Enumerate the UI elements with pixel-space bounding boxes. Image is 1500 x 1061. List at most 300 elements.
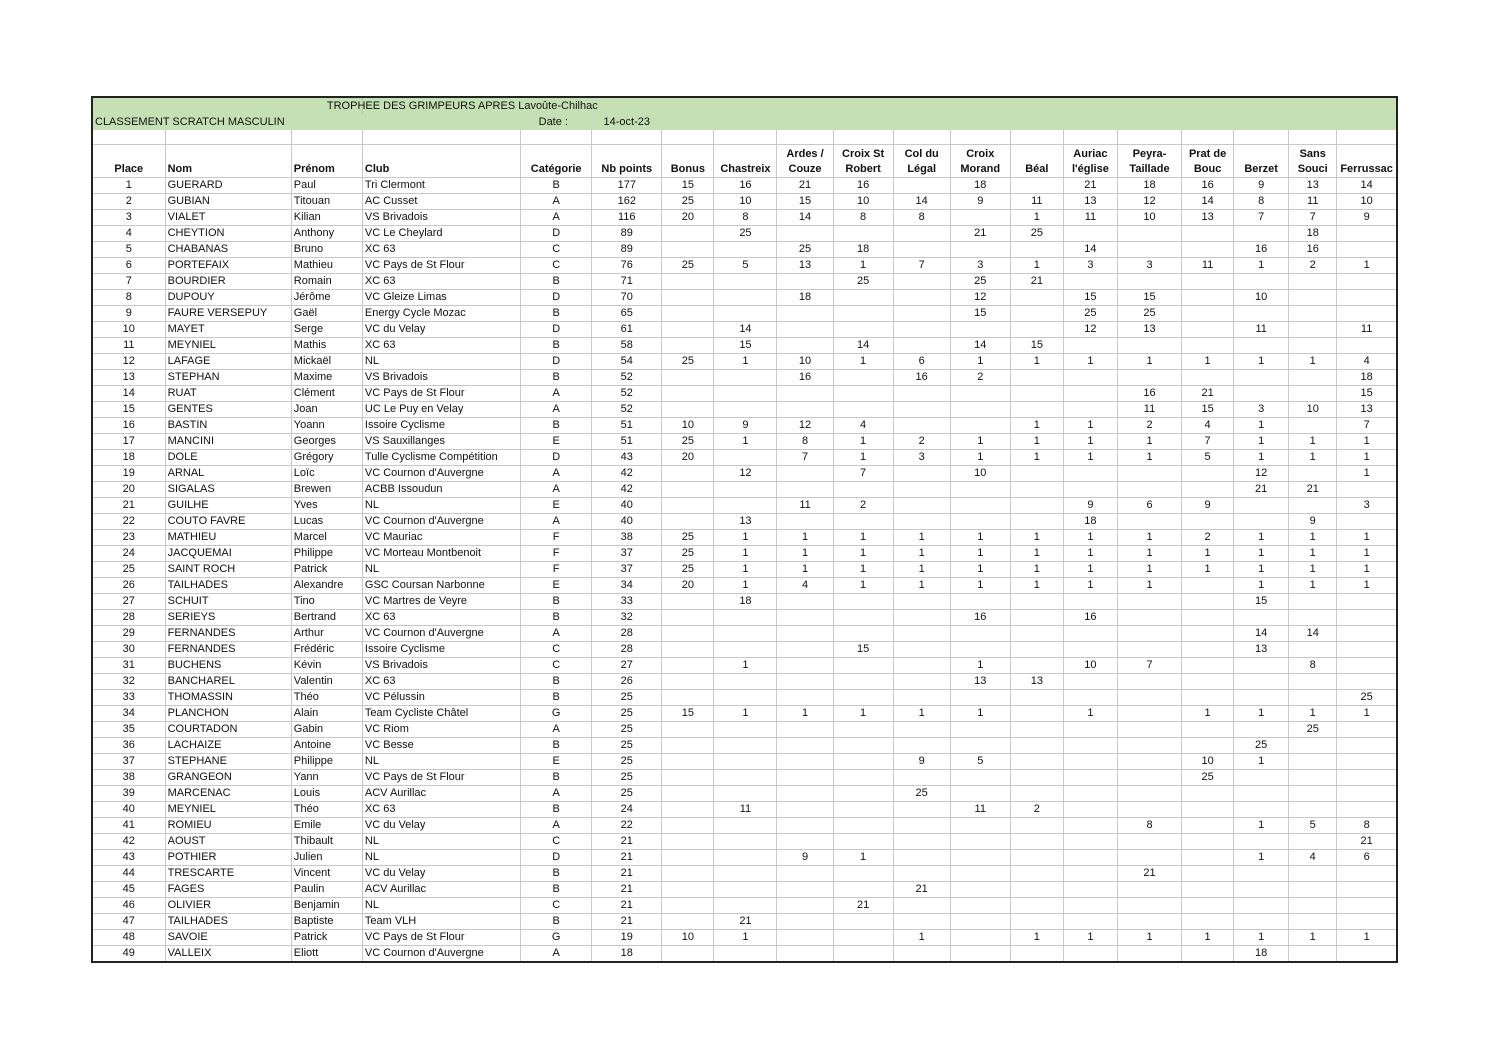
cell-categorie: B <box>521 882 592 898</box>
cell-auriac-eglise <box>1063 338 1117 354</box>
cell-chastreix <box>714 642 777 658</box>
cell-croix-morand <box>950 482 1010 498</box>
cell-categorie: B <box>521 770 592 786</box>
cell-prat-de-bouc <box>1182 370 1234 386</box>
cell-nb-points: 25 <box>592 786 662 802</box>
cell-place: 3 <box>93 210 165 226</box>
cell-beal: 25 <box>1010 226 1063 242</box>
cell-nb-points: 89 <box>592 242 662 258</box>
cell-sans-souci: 14 <box>1289 626 1337 642</box>
cell-col-du-legal: 7 <box>893 258 950 274</box>
cell-club: VC Riom <box>362 722 520 738</box>
cell-prenom: Paul <box>291 178 362 194</box>
cell-nom: ARNAL <box>165 466 291 482</box>
cell-nom: ROMIEU <box>165 818 291 834</box>
cell-chastreix: 25 <box>714 226 777 242</box>
cell-ardes-couze <box>777 338 833 354</box>
cell-place: 14 <box>93 386 165 402</box>
cell-auriac-eglise: 1 <box>1063 418 1117 434</box>
cell-peyra-taillade: 25 <box>1117 306 1181 322</box>
cell-berzet <box>1234 498 1289 514</box>
cell-sans-souci <box>1289 466 1337 482</box>
cell-croix-st-robert <box>833 514 893 530</box>
cell-peyra-taillade <box>1117 594 1181 610</box>
cell-categorie: C <box>521 898 592 914</box>
cell-peyra-taillade <box>1117 738 1181 754</box>
cell-auriac-eglise <box>1063 834 1117 850</box>
table-row <box>93 594 1396 610</box>
cell-categorie: F <box>521 546 592 562</box>
cell-peyra-taillade <box>1117 770 1181 786</box>
cell-prat-de-bouc <box>1182 306 1234 322</box>
cell-nom: TRESCARTE <box>165 866 291 882</box>
cell-ferrussac: 1 <box>1337 258 1396 274</box>
cell-beal <box>1010 738 1063 754</box>
cell-club: VC Martres de Veyre <box>362 594 520 610</box>
cell-nb-points: 18 <box>592 946 662 962</box>
cell-berzet: 12 <box>1234 466 1289 482</box>
cell-chastreix <box>714 674 777 690</box>
cell-sans-souci: 7 <box>1289 210 1337 226</box>
cell-auriac-eglise <box>1063 786 1117 802</box>
cell-croix-st-robert: 15 <box>833 642 893 658</box>
cell-beal: 1 <box>1010 450 1063 466</box>
table-row <box>93 914 1396 930</box>
cell-place: 9 <box>93 306 165 322</box>
cell-nb-points: 21 <box>592 866 662 882</box>
cell-place: 11 <box>93 338 165 354</box>
cell-auriac-eglise: 1 <box>1063 578 1117 594</box>
table-row <box>93 562 1396 578</box>
cell-prat-de-bouc <box>1182 834 1234 850</box>
cell-croix-st-robert <box>833 306 893 322</box>
cell-chastreix: 13 <box>714 514 777 530</box>
cell-prat-de-bouc: 7 <box>1182 434 1234 450</box>
cell-club: VS Brivadois <box>362 210 520 226</box>
cell-prat-de-bouc: 10 <box>1182 754 1234 770</box>
cell-ferrussac: 1 <box>1337 930 1396 946</box>
cell-prenom: Valentin <box>291 674 362 690</box>
cell-club: XC 63 <box>362 274 520 290</box>
cell-berzet: 1 <box>1234 434 1289 450</box>
cell-sans-souci <box>1289 322 1337 338</box>
cell-prenom: Marcel <box>291 530 362 546</box>
cell-nom: BUCHENS <box>165 658 291 674</box>
cell-berzet: 13 <box>1234 642 1289 658</box>
cell-croix-st-robert <box>833 914 893 930</box>
cell-ardes-couze: 1 <box>777 562 833 578</box>
cell-beal: 13 <box>1010 674 1063 690</box>
cell-nb-points: 27 <box>592 658 662 674</box>
cell-bonus <box>662 610 714 626</box>
cell-berzet: 7 <box>1234 210 1289 226</box>
cell-nb-points: 21 <box>592 898 662 914</box>
table-row <box>93 194 1396 210</box>
cell-sans-souci <box>1289 786 1337 802</box>
cell-place: 20 <box>93 482 165 498</box>
cell-auriac-eglise <box>1063 802 1117 818</box>
cell-nom: GUILHE <box>165 498 291 514</box>
cell-prat-de-bouc: 2 <box>1182 530 1234 546</box>
cell-place: 24 <box>93 546 165 562</box>
cell-col-du-legal: 1 <box>893 546 950 562</box>
cell-prenom: Anthony <box>291 226 362 242</box>
cell-categorie: E <box>521 434 592 450</box>
cell-nb-points: 61 <box>592 322 662 338</box>
cell-chastreix <box>714 610 777 626</box>
table-row <box>93 578 1396 594</box>
cell-auriac-eglise <box>1063 386 1117 402</box>
cell-prat-de-bouc <box>1182 882 1234 898</box>
cell-berzet: 1 <box>1234 562 1289 578</box>
table-row <box>93 674 1396 690</box>
cell-ferrussac <box>1337 626 1396 642</box>
cell-place: 43 <box>93 850 165 866</box>
cell-croix-st-robert <box>833 594 893 610</box>
cell-croix-st-robert: 1 <box>833 578 893 594</box>
table-row <box>93 322 1396 338</box>
cell-sans-souci <box>1289 946 1337 962</box>
cell-berzet <box>1234 226 1289 242</box>
header-prat-de-bouc: Bouc <box>1182 162 1234 178</box>
cell-place: 39 <box>93 786 165 802</box>
cell-categorie: D <box>521 450 592 466</box>
header-chastreix: Chastreix <box>714 162 777 178</box>
cell-auriac-eglise: 10 <box>1063 658 1117 674</box>
cell-place: 38 <box>93 770 165 786</box>
table-row <box>93 306 1396 322</box>
cell-nom: PORTEFAIX <box>165 258 291 274</box>
cell-club: VC Mauriac <box>362 530 520 546</box>
cell-croix-st-robert <box>833 482 893 498</box>
table-row <box>93 210 1396 226</box>
cell-peyra-taillade: 1 <box>1117 434 1181 450</box>
cell-auriac-eglise <box>1063 914 1117 930</box>
cell-chastreix <box>714 818 777 834</box>
cell-categorie: D <box>521 850 592 866</box>
cell-sans-souci: 1 <box>1289 354 1337 370</box>
cell-bonus <box>662 674 714 690</box>
cell-categorie: C <box>521 658 592 674</box>
cell-sans-souci: 9 <box>1289 514 1337 530</box>
cell-prat-de-bouc: 1 <box>1182 354 1234 370</box>
cell-croix-morand <box>950 402 1010 418</box>
cell-prenom: Yann <box>291 770 362 786</box>
cell-categorie: A <box>521 626 592 642</box>
cell-prenom: Paulin <box>291 882 362 898</box>
cell-ferrussac <box>1337 898 1396 914</box>
cell-beal: 2 <box>1010 802 1063 818</box>
cell-nb-points: 21 <box>592 834 662 850</box>
cell-prat-de-bouc: 21 <box>1182 386 1234 402</box>
cell-peyra-taillade <box>1117 642 1181 658</box>
cell-peyra-taillade <box>1117 690 1181 706</box>
cell-categorie: B <box>521 370 592 386</box>
table-row <box>93 898 1396 914</box>
cell-croix-st-robert <box>833 386 893 402</box>
cell-col-du-legal <box>893 658 950 674</box>
cell-croix-morand: 1 <box>950 354 1010 370</box>
cell-col-du-legal <box>893 226 950 242</box>
cell-chastreix: 1 <box>714 434 777 450</box>
cell-prenom: Alexandre <box>291 578 362 594</box>
cell-ferrussac <box>1337 514 1396 530</box>
header-croix-st-robert: Robert <box>833 162 893 178</box>
cell-beal <box>1010 770 1063 786</box>
cell-berzet: 14 <box>1234 626 1289 642</box>
cell-ardes-couze: 16 <box>777 370 833 386</box>
cell-chastreix: 1 <box>714 354 777 370</box>
header-berzet: Berzet <box>1234 162 1289 178</box>
cell-nb-points: 51 <box>592 434 662 450</box>
cell-prenom: Arthur <box>291 626 362 642</box>
cell-ardes-couze: 13 <box>777 258 833 274</box>
cell-chastreix: 1 <box>714 658 777 674</box>
cell-prat-de-bouc <box>1182 786 1234 802</box>
cell-ferrussac <box>1337 482 1396 498</box>
cell-prat-de-bouc <box>1182 642 1234 658</box>
table-row <box>93 418 1396 434</box>
cell-croix-st-robert: 21 <box>833 898 893 914</box>
cell-sans-souci <box>1289 754 1337 770</box>
cell-ardes-couze: 1 <box>777 546 833 562</box>
cell-categorie: B <box>521 610 592 626</box>
cell-ferrussac <box>1337 722 1396 738</box>
header-place: Place <box>93 162 165 178</box>
cell-col-du-legal <box>893 514 950 530</box>
cell-bonus <box>662 818 714 834</box>
cell-croix-st-robert: 1 <box>833 434 893 450</box>
table-row <box>93 290 1396 306</box>
header-nb-points: Nb points <box>592 162 662 178</box>
header-prenom-top <box>291 145 362 163</box>
cell-place: 19 <box>93 466 165 482</box>
cell-ferrussac: 3 <box>1337 498 1396 514</box>
cell-sans-souci: 1 <box>1289 546 1337 562</box>
cell-col-du-legal: 3 <box>893 450 950 466</box>
cell-categorie: A <box>521 210 592 226</box>
cell-chastreix: 1 <box>714 578 777 594</box>
cell-categorie: D <box>521 322 592 338</box>
cell-place: 30 <box>93 642 165 658</box>
cell-sans-souci <box>1289 274 1337 290</box>
cell-prat-de-bouc: 16 <box>1182 178 1234 194</box>
cell-ardes-couze <box>777 770 833 786</box>
cell-col-du-legal <box>893 338 950 354</box>
cell-croix-morand <box>950 210 1010 226</box>
cell-nom: JACQUEMAI <box>165 546 291 562</box>
cell-croix-st-robert: 14 <box>833 338 893 354</box>
cell-ardes-couze <box>777 802 833 818</box>
cell-ardes-couze: 7 <box>777 450 833 466</box>
header-peyra-taillade: Taillade <box>1117 162 1181 178</box>
cell-place: 18 <box>93 450 165 466</box>
cell-ardes-couze <box>777 306 833 322</box>
cell-croix-st-robert: 1 <box>833 546 893 562</box>
cell-beal <box>1010 946 1063 962</box>
cell-club: NL <box>362 754 520 770</box>
cell-peyra-taillade <box>1117 850 1181 866</box>
cell-categorie: A <box>521 386 592 402</box>
cell-croix-st-robert: 16 <box>833 178 893 194</box>
table-row <box>93 498 1396 514</box>
cell-prenom: Mickaël <box>291 354 362 370</box>
cell-ferrussac <box>1337 642 1396 658</box>
cell-prenom: Bertrand <box>291 610 362 626</box>
cell-croix-morand <box>950 322 1010 338</box>
table-row <box>93 802 1396 818</box>
cell-croix-st-robert: 4 <box>833 418 893 434</box>
cell-peyra-taillade <box>1117 514 1181 530</box>
cell-prat-de-bouc: 1 <box>1182 562 1234 578</box>
cell-col-du-legal <box>893 402 950 418</box>
header-nb-points-top <box>592 145 662 163</box>
cell-bonus: 15 <box>662 178 714 194</box>
cell-beal <box>1010 706 1063 722</box>
cell-berzet: 1 <box>1234 530 1289 546</box>
cell-nom: POTHIER <box>165 850 291 866</box>
cell-bonus <box>662 290 714 306</box>
cell-bonus <box>662 514 714 530</box>
cell-prat-de-bouc <box>1182 674 1234 690</box>
cell-peyra-taillade: 1 <box>1117 562 1181 578</box>
cell-croix-morand: 15 <box>950 306 1010 322</box>
cell-nb-points: 42 <box>592 482 662 498</box>
cell-ferrussac <box>1337 754 1396 770</box>
cell-categorie: E <box>521 578 592 594</box>
cell-club: VC Cournon d'Auvergne <box>362 466 520 482</box>
cell-ardes-couze <box>777 914 833 930</box>
cell-nb-points: 28 <box>592 626 662 642</box>
cell-peyra-taillade <box>1117 946 1181 962</box>
cell-croix-morand <box>950 930 1010 946</box>
cell-berzet <box>1234 834 1289 850</box>
cell-auriac-eglise <box>1063 866 1117 882</box>
cell-beal <box>1010 722 1063 738</box>
table-row <box>93 850 1396 866</box>
cell-place: 8 <box>93 290 165 306</box>
header-bonus-top <box>662 145 714 163</box>
cell-nb-points: 21 <box>592 882 662 898</box>
cell-nb-points: 38 <box>592 530 662 546</box>
cell-prat-de-bouc: 25 <box>1182 770 1234 786</box>
cell-bonus <box>662 386 714 402</box>
cell-croix-st-robert: 1 <box>833 562 893 578</box>
table-row <box>93 450 1396 466</box>
cell-nom: GRANGEON <box>165 770 291 786</box>
cell-chastreix: 1 <box>714 562 777 578</box>
cell-berzet: 1 <box>1234 258 1289 274</box>
cell-chastreix <box>714 306 777 322</box>
table-row <box>93 274 1396 290</box>
cell-ferrussac <box>1337 338 1396 354</box>
cell-ardes-couze <box>777 594 833 610</box>
cell-peyra-taillade <box>1117 834 1181 850</box>
cell-croix-morand: 1 <box>950 658 1010 674</box>
cell-nom: MATHIEU <box>165 530 291 546</box>
cell-nb-points: 22 <box>592 818 662 834</box>
cell-col-du-legal <box>893 306 950 322</box>
table-row <box>93 626 1396 642</box>
cell-prenom: Lucas <box>291 514 362 530</box>
cell-nom: MEYNIEL <box>165 338 291 354</box>
cell-categorie: A <box>521 482 592 498</box>
cell-bonus <box>662 242 714 258</box>
cell-prat-de-bouc: 13 <box>1182 210 1234 226</box>
cell-club: Tri Clermont <box>362 178 520 194</box>
cell-nb-points: 28 <box>592 642 662 658</box>
cell-chastreix <box>714 450 777 466</box>
cell-prat-de-bouc <box>1182 866 1234 882</box>
cell-place: 17 <box>93 434 165 450</box>
header-place-top <box>93 145 165 163</box>
table-row <box>93 530 1396 546</box>
cell-ferrussac: 1 <box>1337 466 1396 482</box>
cell-prat-de-bouc: 9 <box>1182 498 1234 514</box>
cell-berzet: 1 <box>1234 930 1289 946</box>
header-club-top <box>362 145 520 163</box>
cell-ferrussac: 7 <box>1337 418 1396 434</box>
cell-place: 40 <box>93 802 165 818</box>
cell-categorie: G <box>521 706 592 722</box>
cell-nom: BANCHAREL <box>165 674 291 690</box>
cell-ardes-couze: 4 <box>777 578 833 594</box>
cell-sans-souci: 8 <box>1289 658 1337 674</box>
cell-beal: 11 <box>1010 194 1063 210</box>
cell-auriac-eglise: 1 <box>1063 706 1117 722</box>
cell-ardes-couze <box>777 610 833 626</box>
cell-auriac-eglise: 11 <box>1063 210 1117 226</box>
cell-bonus <box>662 306 714 322</box>
cell-ardes-couze <box>777 754 833 770</box>
cell-croix-st-robert <box>833 370 893 386</box>
cell-auriac-eglise <box>1063 818 1117 834</box>
cell-ardes-couze <box>777 882 833 898</box>
cell-nb-points: 76 <box>592 258 662 274</box>
cell-beal <box>1010 306 1063 322</box>
cell-club: XC 63 <box>362 242 520 258</box>
cell-club: VC Morteau Montbenoit <box>362 546 520 562</box>
cell-categorie: B <box>521 802 592 818</box>
cell-categorie: A <box>521 722 592 738</box>
cell-croix-morand <box>950 850 1010 866</box>
table-row <box>93 402 1396 418</box>
cell-peyra-taillade <box>1117 274 1181 290</box>
cell-categorie: B <box>521 866 592 882</box>
cell-ardes-couze <box>777 274 833 290</box>
cell-ardes-couze: 15 <box>777 194 833 210</box>
cell-beal: 1 <box>1010 210 1063 226</box>
cell-auriac-eglise <box>1063 946 1117 962</box>
cell-beal <box>1010 626 1063 642</box>
cell-croix-st-robert: 7 <box>833 466 893 482</box>
cell-club: VS Brivadois <box>362 370 520 386</box>
cell-ardes-couze <box>777 466 833 482</box>
cell-chastreix <box>714 946 777 962</box>
cell-berzet: 1 <box>1234 850 1289 866</box>
cell-chastreix: 1 <box>714 706 777 722</box>
cell-croix-morand: 25 <box>950 274 1010 290</box>
cell-place: 7 <box>93 274 165 290</box>
cell-nom: MARCENAC <box>165 786 291 802</box>
cell-peyra-taillade: 13 <box>1117 322 1181 338</box>
cell-col-du-legal <box>893 242 950 258</box>
cell-beal <box>1010 658 1063 674</box>
table-row <box>93 178 1396 194</box>
cell-croix-st-robert <box>833 290 893 306</box>
cell-place: 4 <box>93 226 165 242</box>
cell-chastreix: 12 <box>714 466 777 482</box>
